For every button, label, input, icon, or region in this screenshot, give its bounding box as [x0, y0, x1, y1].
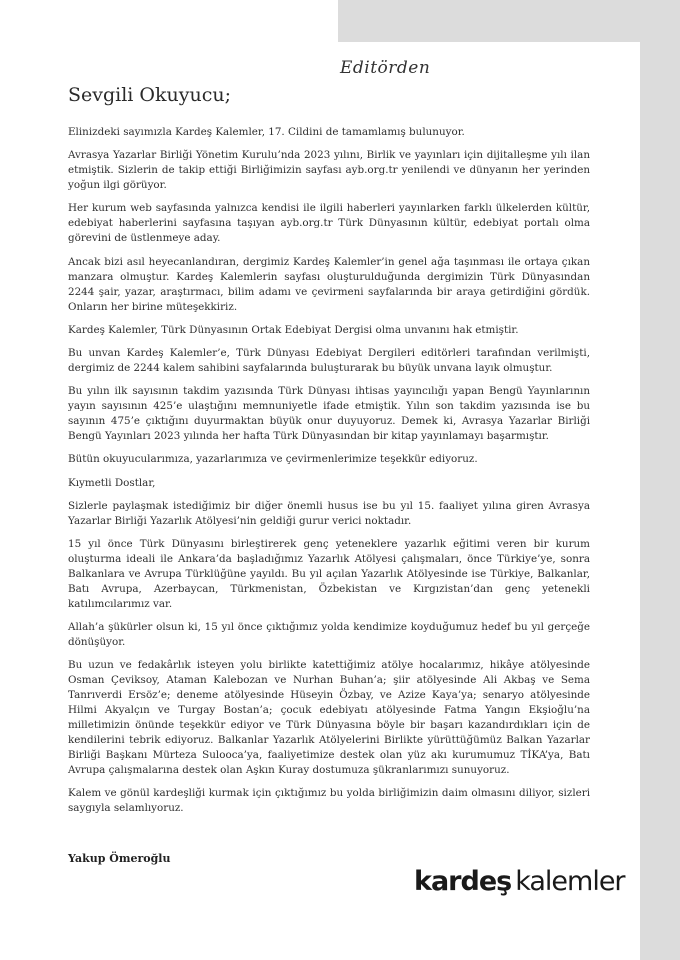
paragraph: Kıymetli Dostlar, [68, 476, 156, 489]
editorial-body [68, 125, 590, 825]
decorative-frame-side [640, 42, 680, 960]
greeting-heading: Sevgili Okuyucu; [68, 84, 232, 106]
logo-word-kalemler: kalemler [515, 866, 625, 897]
paragraph: 15 yıl önce Türk Dünyasını birleştirerek genç yeteneklere yazarlık eğitimi veren bir kurum oluşturma ideali ile Ankara’da başladığımız Yazarlık Atölyesi çalışmaları, önce Türkiye’ye, sonra Balkanlara ve Avrupa Türklüğüne yayıldı. Bu yıl açılan Yazarlık Atölyesinde ise Türkiye, Balkanlar, Batı Avrupa, Azerbaycan, Türkmenistan, Özbekistan ve Kırgızistan’dan genç yetenekli katılımcılarımız var. [68, 537, 590, 610]
paragraph: Kardeş Kalemler, Türk Dünyasının Ortak Edebiyat Dergisi olma unvanını hak etmiştir. [68, 323, 519, 336]
section-label: Editörden [340, 58, 431, 78]
paragraph: Bu uzun ve fedakârlık isteyen yolu birlikte katettiğimiz atölye hocalarımız, hikâye atölyesinde Osman Çeviksoy, Ataman Kalebozan ve Nurhan Buhan’a; şiir atölyesinde Ali Akbaş ve Sema Tanrıverdi Ersöz’e; deneme atölyesinde Hüseyin Özbay, ve Azize Kaya’ya; senaryo atölyesinde Hilmi Akyalçın ve Turgay Bostan’a; çocuk edebiyatı atölyesinde Fatma Yangın Ekşioğlu’na milletimizin önünde teşekkür ediyor ve Türk Dünyasına böyle bir başarı kazandırdıkları için de kendilerini tebrik ediyoruz. Balkanlar Yazarlık Atölyelerini Birlikte yürüttüğümüz Balkan Yazarlar Birliği Başkanı Mürteza Sulooca’ya, faaliyetimize destek olan yüz akı kurumumuz TİKA’ya, Batı Avrupa çalışmalarına destek olan Aşkın Kuray dostumuza şükranlarımızı sunuyoruz. [68, 659, 590, 777]
paragraph: Elinizdeki sayımızla Kardeş Kalemler, 17. Cildini de tamamlamış bulunuyor. [68, 126, 465, 138]
paragraph: Sizlerle paylaşmak istediğimiz bir diğer önemli husus ise bu yıl 15. faaliyet yılına giren Avrasya Yazarlar Birliği Yazarlık Atölyesi’nin geldiği gurur verici noktadır. [68, 499, 590, 527]
paragraph: Bütün okuyucularımıza, yazarlarımıza ve çevirmenlerimize teşekkür ediyoruz. [68, 453, 478, 466]
author-signature: Yakup Ömeroğlu [68, 852, 171, 865]
paragraph: Kalem ve gönül kardeşliği kurmak için çıktığımız bu yolda birliğimizin daim olmasını diliyor, sizleri saygıyla selamlıyoruz. [68, 787, 590, 815]
paragraph: Bu yılın ilk sayısının takdim yazısında Türk Dünyası ihtisas yayıncılığı yapan Bengü Yayınlarının yayın sayısının 425’e ulaştığını memnuniyetle ifade etmiştik. Yılın son takdim yazısında ise bu sayının 475’e çıktığını duyurmaktan büyük onur duyuyoruz. Demek ki, Avrasya Yazarlar Birliği Bengü Yayınları 2023 yılında her hafta Türk Dünyasından bir kitap yayınlamayı başarmıştır. [68, 385, 590, 443]
paragraph: Bu unvan Kardeş Kalemler’e, Türk Dünyası Edebiyat Dergileri editörleri tarafından verilmişti, dergimiz de 2244 kalem sahibini sayfalarında buluşturarak bu büyük unvana layık olmuştur. [68, 346, 590, 374]
paragraph: Allah’a şükürler olsun ki, 15 yıl önce çıktığımız yolda kendimize koyduğumuz hedef bu yıl gerçeğe dönüşüyor. [68, 621, 590, 649]
kardes-kalemler-logo [414, 866, 625, 897]
logo-word-kardes: kardeş [414, 866, 512, 897]
paragraph: Her kurum web sayfasında yalnızca kendisi ile ilgili haberleri yayınlarken farklı ülkelerden kültür, edebiyat haberlerini sayfasına taşıyan ayb.org.tr Türk Dünyasının kültür, edebiyat portalı olma görevini de üstlenmeye aday. [68, 202, 590, 245]
paragraph: Avrasya Yazarlar Birliği Yönetim Kurulu’nda 2023 yılını, Birlik ve yayınları için dijitalleşme yılı ilan etmiştik. Sizlerin de takip ettiği Birliğimizin sayfası ayb.org.tr yenilendi ve dünyanın her yerinden yoğun ilgi görüyor. [68, 149, 590, 192]
decorative-frame-top [338, 0, 680, 42]
paragraph: Ancak bizi asıl heyecanlandıran, dergimiz Kardeş Kalemler’in genel ağa taşınması ile ortaya çıkan manzara olmuştur. Kardeş Kalemlerin sayfası oluşturulduğunda dergimizin Türk Dünyasından 2244 şair, yazar, araştırmacı, bilim adamı ve çevirmeni sayfalarında bir araya getirdiğini gördük. Onların her birine müteşekkiriz. [68, 255, 590, 313]
